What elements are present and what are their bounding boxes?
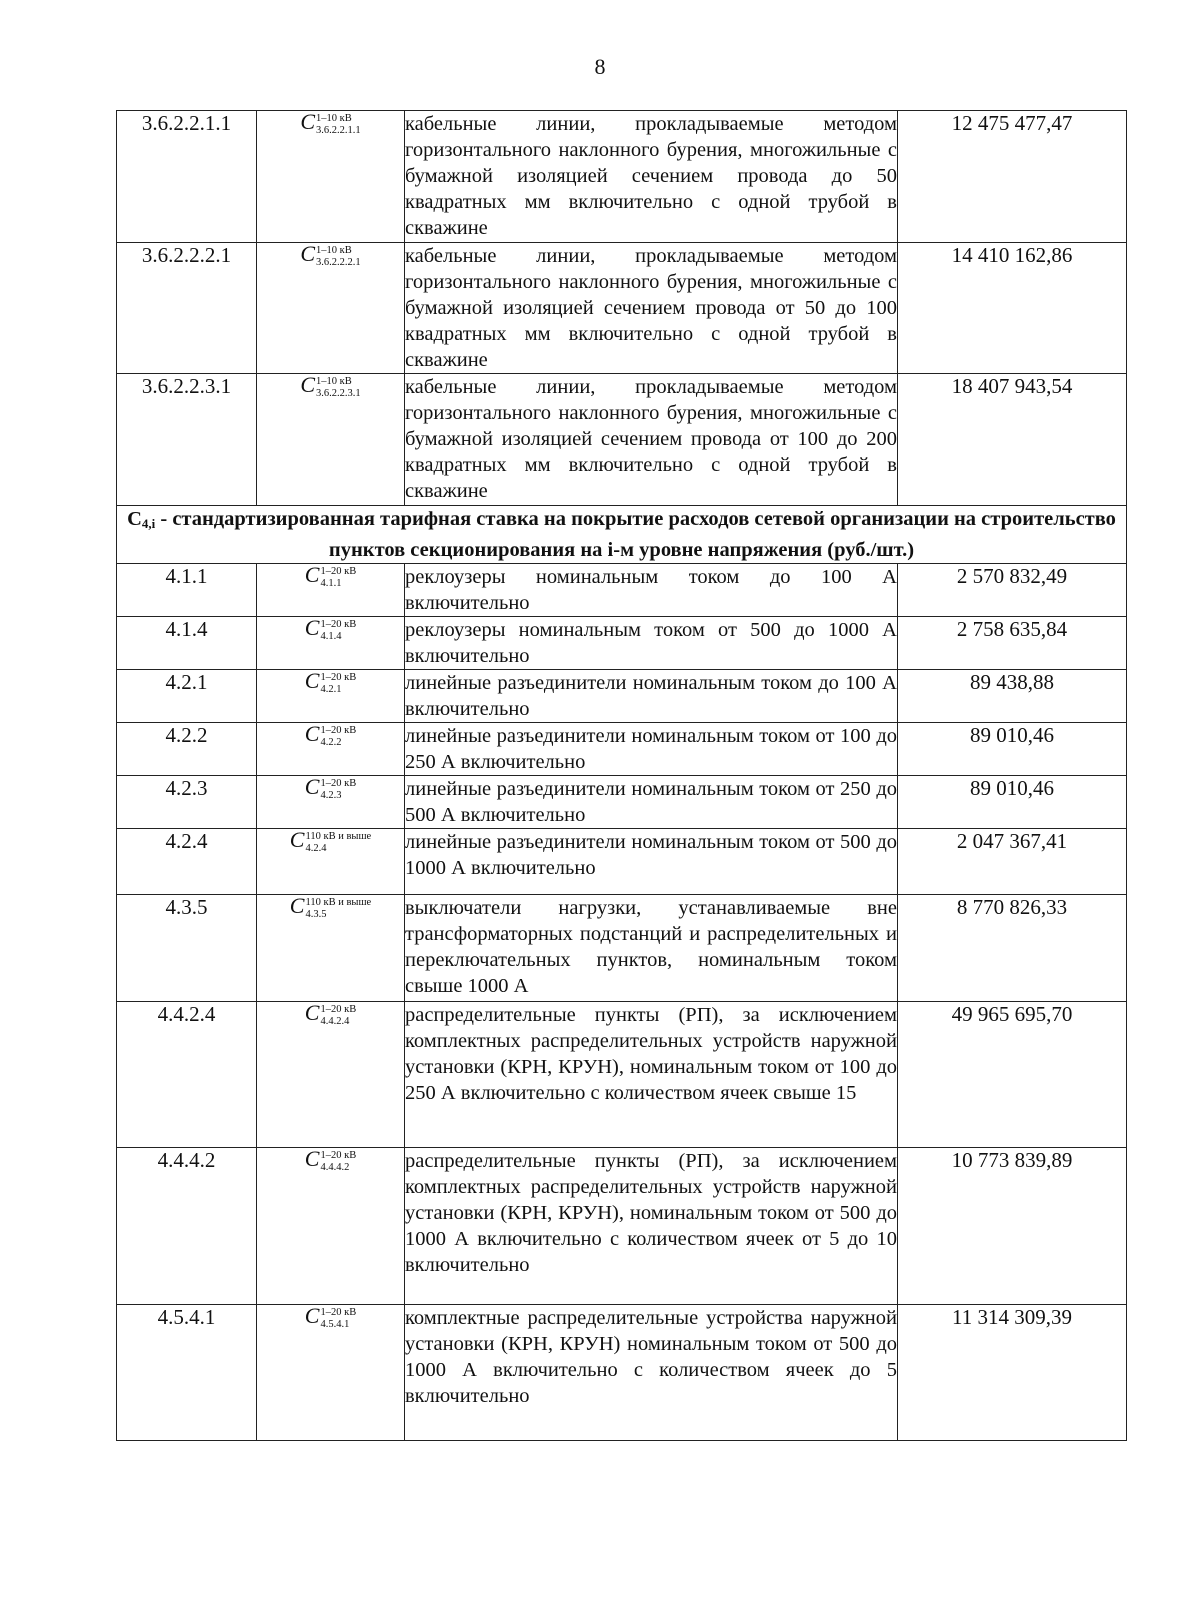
row-code: 4.4.4.2 bbox=[117, 1148, 257, 1305]
table-row bbox=[117, 374, 1127, 506]
section-header bbox=[117, 506, 1127, 564]
row-code: 3.6.2.2.2.1 bbox=[117, 243, 257, 374]
row-description: распределительные пункты (РП), за исключением комплектных распределительных устройств наружной установки (КРН, КРУН), номинальным током от 500 до 1000 А включительно с количеством ячеек от 5 до 10 включительно bbox=[405, 1148, 898, 1305]
row-value: 12 475 477,47 bbox=[898, 111, 1127, 243]
rate-symbol-base: C bbox=[304, 1303, 320, 1328]
rate-symbol-sup: 1–20 кВ bbox=[320, 725, 357, 737]
rate-symbol-scripts bbox=[320, 1004, 356, 1028]
rate-symbol-sup: 1–20 кВ bbox=[320, 1150, 357, 1162]
rate-symbol-scripts bbox=[320, 619, 356, 643]
rate-symbol-scripts bbox=[320, 1150, 356, 1174]
table-row bbox=[117, 670, 1127, 723]
rate-symbol-base: C bbox=[289, 827, 305, 852]
row-symbol bbox=[257, 723, 405, 776]
section-title: - стандартизированная тарифная ставка на покрытие расходов сетевой организации на строительство пунктов секционирования на i-м уровне напряжения (руб./шт.) bbox=[155, 508, 1116, 561]
section-body bbox=[117, 506, 1127, 564]
rate-symbol-sup: 110 кВ и выше bbox=[305, 831, 372, 843]
row-code: 4.2.4 bbox=[117, 829, 257, 895]
rate-symbol-sup: 110 кВ и выше bbox=[305, 897, 372, 909]
rate-symbol-scripts bbox=[320, 778, 356, 802]
table-row bbox=[117, 564, 1127, 617]
rate-symbol-sub: 4.2.1 bbox=[320, 684, 342, 696]
rate-symbol-scripts bbox=[305, 831, 371, 855]
rate-symbol-sup: 1–20 кВ bbox=[320, 1307, 357, 1319]
rate-symbol-sup: 1–20 кВ bbox=[320, 619, 357, 631]
row-code: 4.4.2.4 bbox=[117, 1002, 257, 1148]
row-symbol bbox=[257, 374, 405, 506]
rate-symbol-sup: 1–20 кВ bbox=[320, 566, 357, 578]
rate-symbol-base: C bbox=[300, 109, 316, 134]
row-symbol bbox=[257, 895, 405, 1002]
rate-symbol-sup: 1–10 кВ bbox=[316, 113, 352, 125]
rate-symbol-sub: 4.1.4 bbox=[320, 631, 342, 643]
rate-symbol-base: C bbox=[304, 562, 320, 587]
row-symbol bbox=[257, 829, 405, 895]
rate-symbol-sub: 3.6.2.2.3.1 bbox=[316, 388, 361, 400]
rate-symbol-sub: 4.2.3 bbox=[320, 790, 342, 802]
rate-symbol-base: C bbox=[304, 1146, 320, 1171]
row-value: 14 410 162,86 bbox=[898, 243, 1127, 374]
page-number: 8 bbox=[594, 54, 606, 79]
row-symbol bbox=[257, 1305, 405, 1441]
table-row bbox=[117, 1002, 1127, 1148]
rate-symbol-base: C bbox=[300, 372, 316, 397]
row-description: выключатели нагрузки, устанавливаемые вне трансформаторных подстанций и распределительных и переключательных пунктов, номинальным током свыше 1000 А bbox=[405, 895, 898, 1002]
row-symbol bbox=[257, 617, 405, 670]
section-symbol-sub: 4,i bbox=[141, 516, 156, 531]
section-symbol-base: C bbox=[127, 508, 142, 530]
row-description: кабельные линии, прокладываемые методом горизонтального наклонного бурения, многожильные с бумажной изоляцией сечением провода до 50 квадратных мм включительно с одной трубой в скважине bbox=[405, 111, 898, 243]
rate-symbol-scripts bbox=[316, 376, 361, 400]
row-value: 89 010,46 bbox=[898, 776, 1127, 829]
rate-symbol-scripts bbox=[316, 113, 361, 137]
rate-symbol-scripts bbox=[320, 566, 356, 590]
rate-symbol-sub: 4.5.4.1 bbox=[320, 1319, 350, 1331]
table-row bbox=[117, 617, 1127, 670]
rate-symbol-scripts bbox=[316, 245, 361, 269]
table-row bbox=[117, 723, 1127, 776]
row-symbol bbox=[257, 670, 405, 723]
row-code: 4.2.2 bbox=[117, 723, 257, 776]
rate-symbol-base: C bbox=[304, 721, 320, 746]
rate-symbol-base: C bbox=[300, 241, 316, 266]
rate-symbol-sub: 3.6.2.2.1.1 bbox=[316, 125, 361, 137]
row-code: 4.2.1 bbox=[117, 670, 257, 723]
row-value: 2 047 367,41 bbox=[898, 829, 1127, 895]
row-description: реклоузеры номинальным током от 500 до 1000 А включительно bbox=[405, 617, 898, 670]
row-description: линейные разъединители номинальным током от 500 до 1000 А включительно bbox=[405, 829, 898, 895]
row-code: 4.1.1 bbox=[117, 564, 257, 617]
row-symbol bbox=[257, 776, 405, 829]
row-code: 4.1.4 bbox=[117, 617, 257, 670]
row-code: 4.5.4.1 bbox=[117, 1305, 257, 1441]
row-value: 8 770 826,33 bbox=[898, 895, 1127, 1002]
table-body-after bbox=[117, 564, 1127, 1441]
rate-symbol-sup: 1–10 кВ bbox=[316, 245, 352, 257]
row-description: распределительные пункты (РП), за исключением комплектных распределительных устройств наружной установки (КРН, КРУН), номинальным током от 100 до 250 А включительно с количеством ячеек свыше 15 bbox=[405, 1002, 898, 1148]
row-value: 11 314 309,39 bbox=[898, 1305, 1127, 1441]
row-value: 18 407 943,54 bbox=[898, 374, 1127, 506]
row-code: 4.3.5 bbox=[117, 895, 257, 1002]
row-symbol bbox=[257, 564, 405, 617]
rate-symbol-sup: 1–20 кВ bbox=[320, 1004, 357, 1016]
rate-symbol-sup: 1–20 кВ bbox=[320, 672, 357, 684]
row-symbol bbox=[257, 111, 405, 243]
table-row bbox=[117, 829, 1127, 895]
row-value: 89 438,88 bbox=[898, 670, 1127, 723]
row-symbol bbox=[257, 243, 405, 374]
row-description: кабельные линии, прокладываемые методом горизонтального наклонного бурения, многожильные с бумажной изоляцией сечением провода от 50 до 100 квадратных мм включительно с одной трубой в скважине bbox=[405, 243, 898, 374]
row-value: 89 010,46 bbox=[898, 723, 1127, 776]
tariff-table bbox=[116, 110, 1127, 1441]
rate-symbol-sub: 3.6.2.2.2.1 bbox=[316, 257, 361, 269]
table-body-before bbox=[117, 111, 1127, 506]
row-description: линейные разъединители номинальным током от 250 до 500 А включительно bbox=[405, 776, 898, 829]
table-row bbox=[117, 1148, 1127, 1305]
section-header-row bbox=[117, 506, 1127, 564]
rate-symbol-sub: 4.2.2 bbox=[320, 737, 342, 749]
row-code: 4.2.3 bbox=[117, 776, 257, 829]
table-row bbox=[117, 1305, 1127, 1441]
rate-symbol-sub: 4.4.2.4 bbox=[320, 1016, 350, 1028]
rate-symbol-scripts bbox=[305, 897, 371, 921]
table-row bbox=[117, 243, 1127, 374]
table-row bbox=[117, 111, 1127, 243]
row-value: 2 758 635,84 bbox=[898, 617, 1127, 670]
rate-symbol-base: C bbox=[304, 1000, 320, 1025]
row-code: 3.6.2.2.1.1 bbox=[117, 111, 257, 243]
table-row bbox=[117, 776, 1127, 829]
row-description: линейные разъединители номинальным током от 100 до 250 А включительно bbox=[405, 723, 898, 776]
row-code: 3.6.2.2.3.1 bbox=[117, 374, 257, 506]
section-symbol bbox=[127, 508, 155, 530]
row-symbol bbox=[257, 1002, 405, 1148]
row-symbol bbox=[257, 1148, 405, 1305]
rate-symbol-sub: 4.3.5 bbox=[305, 909, 327, 921]
rate-symbol-scripts bbox=[320, 725, 356, 749]
rate-symbol-sup: 1–10 кВ bbox=[316, 376, 352, 388]
rate-symbol-base: C bbox=[289, 893, 305, 918]
rate-symbol-sub: 4.2.4 bbox=[305, 843, 327, 855]
row-value: 10 773 839,89 bbox=[898, 1148, 1127, 1305]
rate-symbol-sub: 4.1.1 bbox=[320, 578, 342, 590]
rate-symbol-sub: 4.4.4.2 bbox=[320, 1162, 350, 1174]
row-description: кабельные линии, прокладываемые методом горизонтального наклонного бурения, многожильные с бумажной изоляцией сечением провода от 100 до 200 квадратных мм включительно с одной трубой в скважине bbox=[405, 374, 898, 506]
rate-symbol-base: C bbox=[304, 615, 320, 640]
row-value: 2 570 832,49 bbox=[898, 564, 1127, 617]
rate-symbol-base: C bbox=[304, 668, 320, 693]
row-value: 49 965 695,70 bbox=[898, 1002, 1127, 1148]
table-row bbox=[117, 895, 1127, 1002]
rate-symbol-base: C bbox=[304, 774, 320, 799]
rate-symbol-scripts bbox=[320, 672, 356, 696]
rate-symbol-sup: 1–20 кВ bbox=[320, 778, 357, 790]
rate-symbol-scripts bbox=[320, 1307, 356, 1331]
row-description: комплектные распределительные устройства наружной установки (КРН, КРУН) номинальным током от 500 до 1000 А включительно с количеством ячеек до 5 включительно bbox=[405, 1305, 898, 1441]
row-description: реклоузеры номинальным током до 100 А включительно bbox=[405, 564, 898, 617]
row-description: линейные разъединители номинальным током до 100 А включительно bbox=[405, 670, 898, 723]
